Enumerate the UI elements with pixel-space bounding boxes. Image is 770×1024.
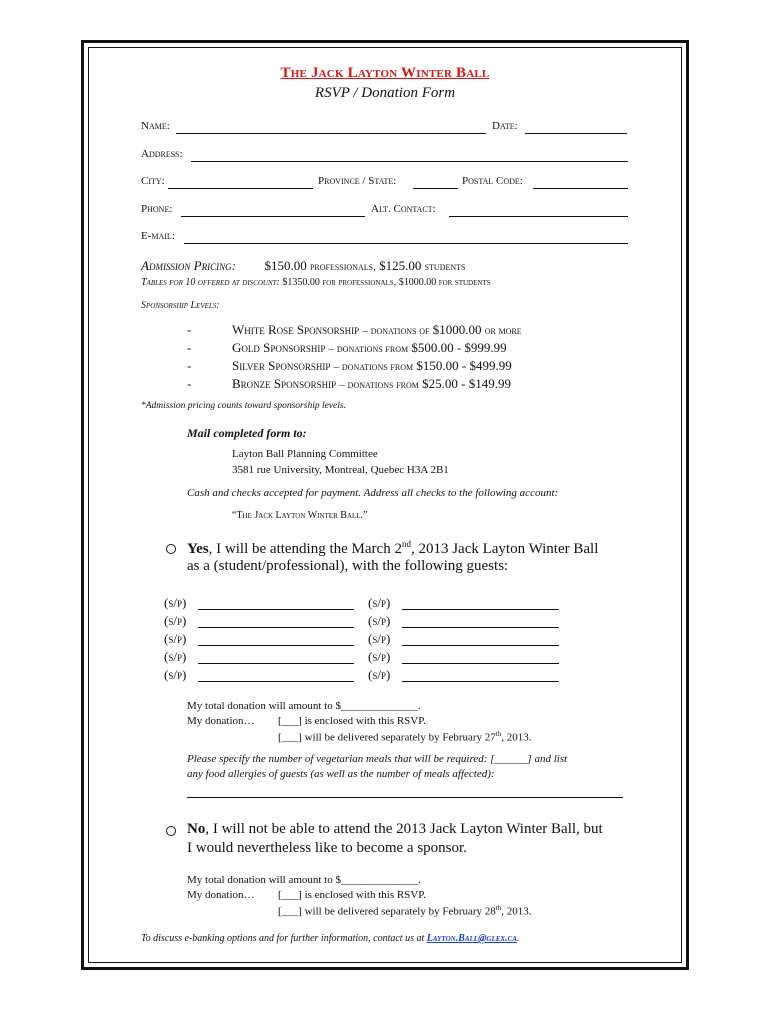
guest-name-field[interactable] [198,627,354,628]
guest-prefix: (s/p) [368,613,391,628]
sponsorship-level: - [187,358,192,373]
phone-label: Phone: [141,203,173,215]
guest-name-field[interactable] [198,645,354,646]
no-donation-total[interactable]: My total donation will amount to $______________. [187,874,421,886]
guest-name-field[interactable] [198,609,354,610]
yes-enclosed-checkbox[interactable]: [___] is enclosed with this RSVP. [278,715,426,727]
guest-prefix: (s/p) [368,595,391,610]
postal-label: Postal Code: [462,175,523,187]
sponsorship-level: - [187,376,192,391]
yes-donation-total[interactable]: My total donation will amount to $______________. [187,700,421,712]
guest-name-field[interactable] [402,681,559,682]
alt-contact-field[interactable] [449,216,628,217]
email-field[interactable] [184,243,628,244]
no-donation-label: My donation… [187,889,255,901]
admission-pricing: Admission Pricing: $150.00 professionals, $125.00 students [141,258,466,273]
city-label: City: [141,175,165,187]
date-label: Date: [492,120,518,132]
sponsorship-level-silver: Silver Sponsorship – donations from $150.00 - $499.99 [232,358,512,373]
no-delivered-checkbox[interactable]: [___] will be delivered separately by February 28th, 2013. [278,904,532,918]
yes-radio[interactable] [166,544,176,554]
admission-pricing-label: Admission Pricing: [141,258,236,273]
guest-prefix: (s/p) [164,595,187,610]
guest-prefix: (s/p) [368,667,391,682]
contact-email-link[interactable]: Layton.Ball@glex.ca [426,933,517,944]
guest-prefix: (s/p) [164,667,187,682]
no-option-line2: I would nevertheless like to become a sponsor. [187,840,467,856]
no-enclosed-checkbox[interactable]: [___] is enclosed with this RSVP. [278,889,426,901]
guest-name-field[interactable] [198,681,354,682]
yes-option-line1: Yes, I will be attending the March 2nd, 2013 Jack Layton Winter Ball [187,539,599,557]
mail-address-line1: Layton Ball Planning Committee [232,448,378,460]
sponsorship-note: *Admission pricing counts toward sponsorship levels. [141,401,346,411]
yes-option-line2: as a (student/professional), with the following guests: [187,558,509,574]
guest-name-field[interactable] [402,645,559,646]
mail-heading: Mail completed form to: [187,426,307,440]
guest-name-field[interactable] [402,609,559,610]
no-radio[interactable] [166,826,176,836]
guest-prefix: (s/p) [164,613,187,628]
date-field[interactable] [525,133,627,134]
sponsorship-level: - [187,340,192,355]
sponsorship-level-bronze: Bronze Sponsorship – donations from $25.00 - $149.99 [232,376,511,391]
city-field[interactable] [168,188,313,189]
guest-name-field[interactable] [198,663,354,664]
allergies-prompt: any food allergies of guests (as well as the number of meals affected): [187,768,495,780]
vegetarian-meals-field[interactable]: Please specify the number of vegetarian meals that will be required: [______] and list [187,753,568,765]
yes-donation-label: My donation… [187,715,255,727]
province-label: Province / State: [318,175,397,187]
form-subtitle: RSVP / Donation Form [314,85,456,101]
no-option-line1: No, I will not be able to attend the 2013 Jack Layton Winter Ball, but [187,821,603,837]
sponsorship-level-gold: Gold Sponsorship – donations from $500.00 - $999.99 [232,340,507,355]
allergies-field[interactable] [187,797,623,798]
payment-note: Cash and checks accepted for payment. Address all checks to the following account: [187,487,559,499]
name-label: Name: [141,120,170,132]
tables-pricing: Tables for 10 offered at discount: $1350.00 for professionals, $1000.00 for students [141,277,491,288]
sponsorship-label: Sponsorship Levels: [141,300,220,311]
address-field[interactable] [191,161,628,162]
guest-prefix: (s/p) [164,631,187,646]
guest-name-field[interactable] [402,627,559,628]
address-label: Address: [141,148,183,160]
province-field[interactable] [413,188,458,189]
footer-contact: To discuss e-banking options and for further information, contact us at Layton.Ball@glex.ca. [141,933,520,944]
account-name: “The Jack Layton Winter Ball.” [232,510,368,521]
phone-field[interactable] [181,216,365,217]
name-field[interactable] [176,133,486,134]
sponsorship-level-white-rose: White Rose Sponsorship – donations of $1000.00 or more [232,322,522,337]
email-label: E-mail: [141,230,175,242]
guest-name-field[interactable] [402,663,559,664]
postal-field[interactable] [533,188,628,189]
alt-contact-label: Alt. Contact: [371,203,436,215]
mail-address-line2: 3581 rue University, Montreal, Quebec H3A 2B1 [232,464,449,476]
form-title: The Jack Layton Winter Ball [280,65,490,81]
guest-prefix: (s/p) [164,649,187,664]
guest-prefix: (s/p) [368,649,391,664]
yes-delivered-checkbox[interactable]: [___] will be delivered separately by February 27th, 2013. [278,730,532,744]
sponsorship-level: - [187,322,192,337]
guest-prefix: (s/p) [368,631,391,646]
